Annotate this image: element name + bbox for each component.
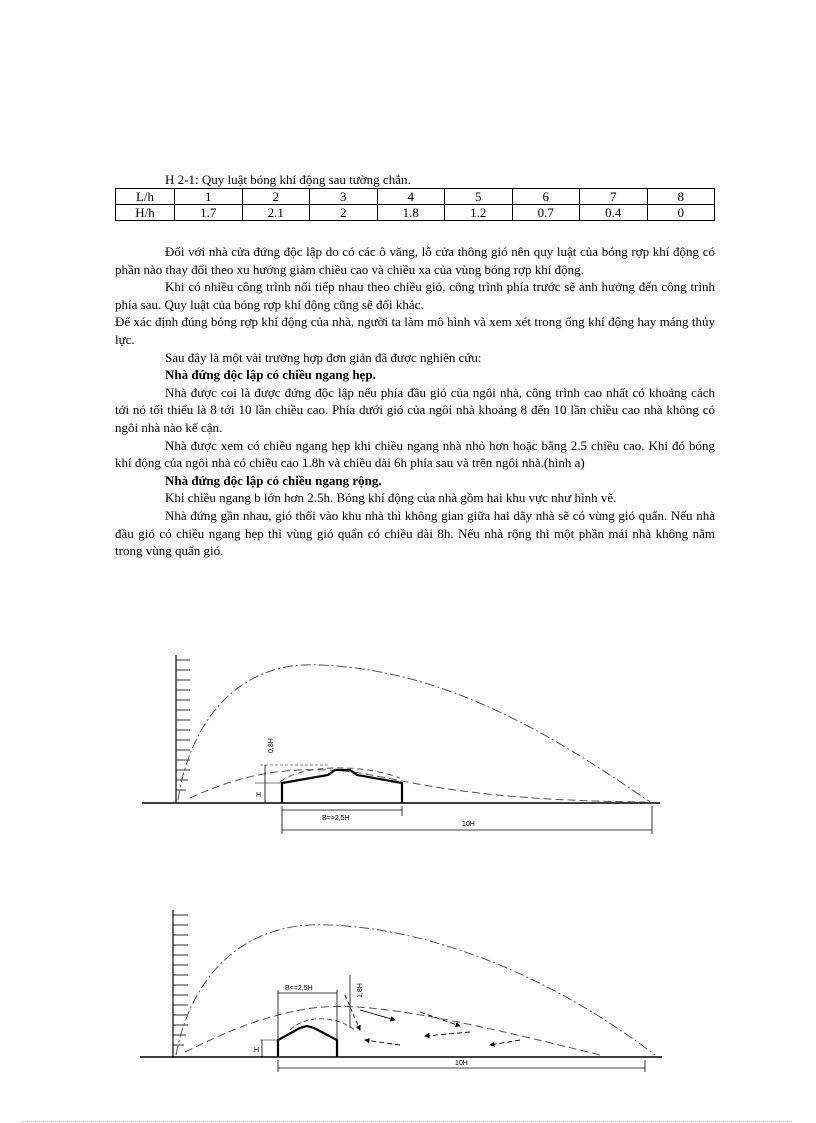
table-cell: 0.4 bbox=[580, 205, 648, 221]
table-cell: 1.2 bbox=[445, 205, 513, 221]
paragraph: Sau đây là một vài trường hợp đơn giản đã được nghiên cứu: bbox=[165, 349, 482, 365]
figure-wide-building bbox=[0, 640, 816, 840]
height-label: 0,8H bbox=[268, 738, 275, 753]
inner-shadow-curve bbox=[185, 1006, 600, 1055]
length-label: 10H bbox=[462, 821, 475, 828]
body-text bbox=[115, 243, 715, 560]
paragraph: Để xác định đúng bóng rợp khí động của nhà, người ta làm mô hình và xem xét trong ống khí động hay máng thủy lực. bbox=[115, 314, 715, 347]
page-bottom-rule bbox=[22, 1121, 792, 1122]
table-caption: H 2-1: Quy luật bóng khí động sau tường chắn. bbox=[165, 172, 411, 187]
section-heading: Nhà đứng độc lập có chiều ngang hẹp. bbox=[165, 367, 376, 383]
section-heading: Nhà đứng độc lập có chiều ngang rộng. bbox=[165, 472, 382, 488]
paragraph: Đối với nhà cửa đứng độc lập do có các ô văng, lỗ cửa thông gió nên quy luật của bóng rợp khí động có phần nào thay đổi theo xu hướng giảm chiều cao và chiều xa của vùng bóng rợp khí động. bbox=[115, 244, 715, 277]
table-cell: H/h bbox=[116, 205, 175, 221]
table-cell: 0.7 bbox=[512, 205, 580, 221]
lh-ratio-table bbox=[115, 188, 715, 221]
paragraph: Khi chiều ngang b lớn hơn 2.5h. Bóng khí động của nhà gồm hai khu vực như hình vẽ. bbox=[165, 490, 617, 506]
table-cell: 1.7 bbox=[175, 205, 243, 221]
building-outline bbox=[278, 1026, 337, 1057]
table-cell: 6 bbox=[512, 189, 580, 205]
table-cell: 8 bbox=[647, 189, 715, 205]
width-label: B=>2,5H bbox=[322, 815, 350, 822]
table-cell: 3 bbox=[310, 189, 378, 205]
paragraph: Nhà được coi là được đứng độc lập nếu phía đầu gió của ngôi nhà, công trình cao nhất có khoảng cách tới nó tối thiểu là 8 tới 10 lần chiều cao. Phía dưới gió của ngôi nhà khoảng 8 đến 10 lần chiều cao nhà không có ngôi nhà nào kế cận. bbox=[115, 384, 715, 435]
table-cell: 2 bbox=[242, 189, 310, 205]
width-label: B<=2,5H bbox=[285, 985, 313, 992]
table-row-hh bbox=[116, 205, 715, 221]
table-cell: 5 bbox=[445, 189, 513, 205]
table-cell: 2.1 bbox=[242, 205, 310, 221]
building-outline bbox=[282, 770, 402, 803]
table-cell: 1.8 bbox=[377, 205, 445, 221]
paragraph: Nhà đứng gần nhau, gió thổi vào khu nhà thì không gian giữa hai dãy nhà sẽ có vùng gió quẩn. Nếu nhà đầu gió có chiều ngang hẹp thì vùng gió quẩn có chiều dài 8h. Nếu nhà rộng thì một phần mái nhà không nằm trong vùng quẩn gió. bbox=[115, 507, 715, 559]
length-label: 10H bbox=[455, 1060, 468, 1067]
eddy-arrows bbox=[345, 995, 520, 1045]
table-row-lh bbox=[116, 189, 715, 205]
table-cell: L/h bbox=[116, 189, 175, 205]
wind-arrows bbox=[176, 655, 190, 803]
height-label: 1,8H bbox=[357, 983, 364, 998]
table-cell: 2 bbox=[310, 205, 378, 221]
figure-narrow-building bbox=[0, 905, 816, 1080]
outer-shadow-curve bbox=[176, 925, 655, 1055]
table-cell: 1 bbox=[175, 189, 243, 205]
outer-shadow-curve bbox=[178, 665, 650, 802]
h-label: H bbox=[254, 1047, 260, 1054]
h-label: H bbox=[256, 792, 262, 799]
table-cell: 4 bbox=[377, 189, 445, 205]
paragraph: Khi có nhiều công trình nối tiếp nhau theo chiều gió, công trình phía trước sẽ ảnh hưởng đến công trình phía sau. Quy luật của bóng rợp khí động cũng sẽ đổi khác. bbox=[115, 279, 715, 312]
paragraph: Nhà được xem có chiều ngang hẹp khi chiều ngang nhà nhỏ hơn hoặc bằng 2.5 chiều cao. Khi đó bóng khí động của ngôi nhà có chiều cao 1.8h và chiều dài 6h phía sau và trên ngôi nhà.(hình a) bbox=[115, 437, 715, 471]
table-cell: 0 bbox=[647, 205, 715, 221]
table-cell: 7 bbox=[580, 189, 648, 205]
